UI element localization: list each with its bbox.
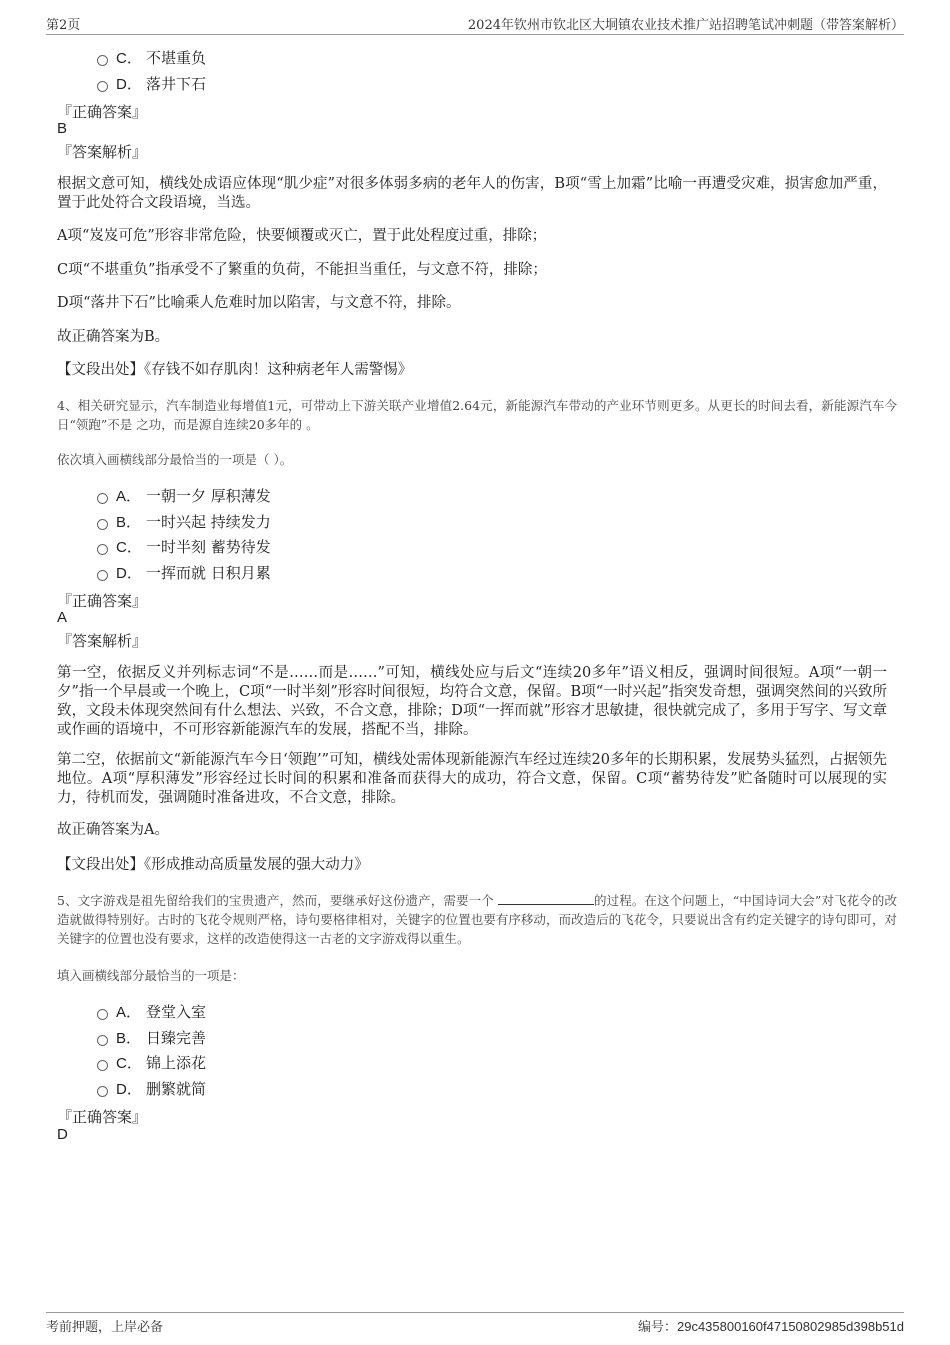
answer-blank bbox=[498, 892, 594, 905]
radio-icon[interactable] bbox=[97, 493, 108, 504]
analysis-paragraph: C项“不堪重负”指承受不了繁重的负荷，不能担当重任，与文意不符，排除； bbox=[57, 262, 547, 278]
footer-slogan: 考前押题，上岸必备 bbox=[46, 1320, 164, 1335]
source-citation: 【文段出处】《形成推动高质量发展的强大动力》 bbox=[57, 857, 369, 873]
option-c[interactable]: C． 一时半刻 蓄势待发 bbox=[97, 536, 271, 557]
analysis-label: 『答案解析』 bbox=[57, 143, 148, 161]
question-text: 4、相关研究显示，汽车制造业每增值1元，可带动上下游关联产业增值2.64元，新能源汽车带动的产业环节则更多。从更长的时间去看，新能源汽车今日“领跑”不是 之功，而是源自连续20多年的 。 bbox=[57, 398, 897, 432]
option-c[interactable]: C． 锦上添花 bbox=[97, 1052, 206, 1073]
option-d[interactable]: D． 删繁就简 bbox=[97, 1078, 206, 1099]
radio-icon[interactable] bbox=[97, 81, 108, 92]
analysis-paragraph: A项“岌岌可危”形容非常危险，快要倾覆或灭亡，置于此处程度过重，排除； bbox=[57, 228, 547, 244]
option-d[interactable]: D． 一挥而就 日积月累 bbox=[97, 562, 271, 583]
radio-icon[interactable] bbox=[97, 519, 108, 530]
radio-icon[interactable] bbox=[97, 1035, 108, 1046]
page-header bbox=[46, 14, 904, 35]
analysis-conclusion: 故正确答案为B。 bbox=[57, 329, 170, 345]
option-b[interactable]: B． 日臻完善 bbox=[97, 1027, 206, 1048]
source-citation: 【文段出处】《存钱不如存肌肉！这种病老年人需警惕》 bbox=[57, 362, 413, 378]
document-code: 编号：29c435800160f47150802985d398b51d bbox=[637, 1319, 904, 1335]
radio-icon[interactable] bbox=[97, 1009, 108, 1020]
radio-icon[interactable] bbox=[97, 55, 108, 66]
radio-icon[interactable] bbox=[97, 544, 108, 555]
page-number: 第2页 bbox=[46, 18, 81, 33]
question-instruction: 填入画横线部分最恰当的一项是： bbox=[57, 968, 245, 983]
answer-label: 『正确答案』 bbox=[57, 592, 148, 610]
analysis-paragraph: 第一空，依据反义并列标志词“不是……而是……”可知，横线处应与后文“连续20多年”语义相反，强调时间很短。A项“一朝一夕”指一个早晨或一个晚上，C项“一时半刻”形容时间很短，均符合文意，保留。B项“一时兴起”指突发奇想，强调突然间的兴致所致，文段未体现突然间有什么想法、兴致，不合文意，排除；D项“一挥而就”形容才思敏捷，很快就完成了，多用于写字、写文章或作画的语境中，不可形容新能源汽车的发展，搭配不当，排除。 bbox=[57, 665, 887, 738]
question-text: 5、文字游戏是祖先留给我们的宝贵遗产，然而，要继承好这份遗产，需要一个 的过程。在这个问题上，“中国诗词大会”对飞花令的改造就做得特别好。古时的飞花令规则严格，诗句要格律相对，关键字的位置也要有序移动，而改造后的飞花令，只要说出含有约定关键字的诗句即可，对关键字的位置也没有要求，这样的改造使得这一古老的文字游戏得以重生。 bbox=[57, 893, 897, 946]
analysis-paragraph: 根据文意可知，横线处成语应体现“肌少症”对很多体弱多病的老年人的伤害，B项“雪上加霜”比喻一再遭受灾难，损害愈加严重，置于此处符合文段语境，当选。 bbox=[57, 176, 887, 211]
page-footer bbox=[46, 1312, 904, 1335]
analysis-label: 『答案解析』 bbox=[57, 632, 148, 650]
analysis-paragraph: 第二空，依据前文“新能源汽车今日‘领跑’”可知，横线处需体现新能源汽车经过连续20多年的长期积累，发展势头猛烈，占据领先地位。A项“厚积薄发”形容经过长时间的积累和准备而获得大的成功，符合文意，保留。C项“蓄势待发”贮备随时可以展现的实力，待机而发，强调随时准备进攻，不合文意，排除。 bbox=[57, 752, 887, 806]
radio-icon[interactable] bbox=[97, 570, 108, 581]
option-a[interactable]: A． 一朝一夕 厚积薄发 bbox=[97, 485, 271, 506]
answer-label: 『正确答案』 bbox=[57, 103, 148, 121]
option-a[interactable]: A． 登堂入室 bbox=[97, 1001, 206, 1022]
answer-value: A bbox=[57, 609, 68, 626]
document-title: 2024年钦州市钦北区大垌镇农业技术推广站招聘笔试冲刺题（带答案解析） bbox=[467, 18, 904, 33]
answer-label: 『正确答案』 bbox=[57, 1108, 148, 1126]
option-c[interactable]: C． 不堪重负 bbox=[97, 47, 206, 68]
option-d[interactable]: D． 落井下石 bbox=[97, 73, 206, 94]
answer-value: D bbox=[57, 1126, 68, 1143]
analysis-paragraph: D项“落井下石”比喻乘人危难时加以陷害，与文意不符，排除。 bbox=[57, 295, 461, 311]
radio-icon[interactable] bbox=[97, 1086, 108, 1097]
option-b[interactable]: B． 一时兴起 持续发力 bbox=[97, 511, 271, 532]
analysis-conclusion: 故正确答案为A。 bbox=[57, 822, 169, 838]
question-instruction: 依次填入画横线部分最恰当的一项是（ ）。 bbox=[57, 452, 293, 467]
answer-value: B bbox=[57, 120, 68, 137]
radio-icon[interactable] bbox=[97, 1060, 108, 1071]
